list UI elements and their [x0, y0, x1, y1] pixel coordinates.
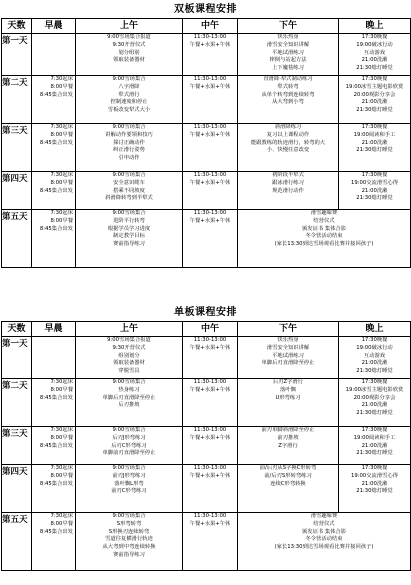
- am-cell-line: 9:00雪场集合: [112, 76, 146, 82]
- noon-cell-line: 午餐+水果+午休: [189, 83, 231, 90]
- night-cell-line: 21:30熄灯睡觉: [356, 195, 393, 202]
- section-title: 双板课程安排: [174, 4, 237, 15]
- night-cell-line: 19:00交流滑雪心得: [350, 472, 399, 479]
- am-cell: [76, 124, 183, 172]
- noon-cell: [183, 210, 238, 268]
- night-cell-line: 17:30晚餐: [361, 124, 388, 130]
- pm-cell-line: 落叶飘: [280, 386, 296, 393]
- noon-cell-line: 午餐+水果+午休: [189, 217, 231, 224]
- morning-cell-line: 7:30起床: [50, 513, 73, 519]
- morning-cell-line: 8:45集合出发: [39, 91, 73, 98]
- noon-cell-line: 11:30-13:00: [193, 210, 227, 216]
- table-row: [2, 427, 411, 465]
- day-label: 第四天: [2, 172, 32, 210]
- noon-cell-line: 11:30-13:00: [193, 172, 227, 178]
- noon-cell-line: 11:30-13:00: [193, 34, 227, 40]
- closing-cell-line: 结营仪式: [313, 520, 335, 527]
- table-row: [2, 379, 411, 427]
- table-row: [2, 34, 411, 76]
- pm-cell-line: 摔倒与站起方法: [269, 57, 307, 64]
- night-cell-line: 21:30熄灯睡觉: [356, 488, 393, 495]
- am-cell-line: 雪板改变犁式大小: [107, 107, 151, 114]
- am-cell: [76, 465, 183, 513]
- header-day: 天数: [2, 322, 32, 337]
- noon-cell-line: 午餐+水果+午休: [189, 344, 231, 351]
- am-cell: [76, 379, 183, 427]
- night-cell-line: 20:00观影分享会: [353, 91, 396, 98]
- header-pm: 下午: [238, 19, 339, 34]
- morning-cell: [32, 172, 76, 210]
- pm-cell-line: 平地试滑练习: [272, 352, 304, 359]
- am-cell-line: 安全意识缆车: [113, 179, 145, 186]
- noon-cell: [183, 76, 238, 124]
- pm-cell-line: 斜滑降练习: [274, 124, 302, 130]
- night-cell: [339, 337, 411, 379]
- table-row: [2, 210, 411, 268]
- day-label: 第二天: [2, 379, 32, 427]
- pm-cell: [238, 465, 339, 513]
- night-cell: [339, 172, 411, 210]
- morning-cell-line: 7:30起床: [50, 210, 73, 216]
- night-cell: [339, 76, 411, 124]
- table-row: [2, 513, 411, 571]
- night-cell-line: 17:30晚餐: [361, 34, 388, 40]
- am-cell-line: 单脚后刃直滑降至停止: [102, 394, 156, 401]
- am-cell-line: S形换刃连续转弯: [108, 528, 150, 535]
- closing-cell-line: 冬令营活动结束: [305, 536, 343, 543]
- morning-cell-line: 8:00早餐: [50, 83, 73, 90]
- morning-cell-line: 8:00早餐: [50, 434, 73, 441]
- night-cell-line: 21:30熄灯睡觉: [356, 107, 393, 114]
- header-night: 晚上: [339, 19, 411, 34]
- night-cell-line: 21:00洗漱: [361, 187, 388, 194]
- am-cell-line: 领取装备器材: [113, 360, 145, 367]
- night-cell-line: 20:00观影分享会: [353, 394, 396, 401]
- night-cell-line: 21:30熄灯睡觉: [356, 147, 393, 154]
- day-label: 第三天: [2, 427, 32, 465]
- pm-cell-line: 直滑降·犁式制动练习: [263, 76, 313, 82]
- table-row: [2, 465, 411, 513]
- pm-cell: [238, 379, 339, 427]
- night-cell-line: 21:30熄灯睡觉: [356, 65, 393, 72]
- pm-cell-line: 初阶段半犁式: [272, 172, 304, 178]
- morning-cell-line: 8:00早餐: [50, 520, 73, 527]
- day-label: 第二天: [2, 76, 32, 124]
- pm-cell: [238, 172, 339, 210]
- night-cell-line: 17:30晚餐: [361, 172, 388, 178]
- am-cell-line: 引申动作: [118, 155, 140, 162]
- morning-cell-line: 8:45集合出发: [39, 442, 73, 449]
- am-cell-line: 9:00雪场集合: [112, 124, 146, 130]
- am-cell-line: 9:00雪场集合: [112, 513, 146, 519]
- am-cell-line: 前刃J形弯练习: [112, 472, 146, 479]
- am-cell-line: 9:30开营仪式: [112, 344, 146, 351]
- am-cell-line: 后刃J形弯练习: [112, 434, 146, 441]
- closing-cell-line: 冬令营活动结束: [305, 233, 343, 240]
- noon-cell: [183, 513, 238, 571]
- night-cell-line: 19:00交流滑雪心得: [350, 179, 399, 186]
- am-cell-line: 9:00雪场集合报道: [107, 34, 151, 40]
- night-cell-line: 17:30晚餐: [361, 337, 388, 343]
- night-cell: [339, 124, 411, 172]
- header-noon: 中午: [183, 19, 238, 34]
- night-cell-line: 19:00破冰行动: [356, 344, 393, 351]
- section-title: 单板课程安排: [174, 307, 237, 318]
- table-row: [2, 172, 411, 210]
- night-cell-line: 17:30晚餐: [361, 427, 388, 433]
- am-cell-line: 热身练习: [118, 386, 140, 393]
- header-row: [2, 322, 411, 337]
- noon-cell: [183, 34, 238, 76]
- day-label: 第一天: [2, 34, 32, 76]
- pm-cell-line: 前/后刃S形转弯练习: [264, 472, 312, 479]
- noon-cell: [183, 337, 238, 379]
- noon-cell-line: 11:30-13:00: [193, 379, 227, 385]
- noon-cell-line: 11:30-13:00: [193, 465, 227, 471]
- morning-cell-line: 8:45集合出发: [39, 225, 73, 232]
- morning-cell-line: 8:45集合出发: [39, 187, 73, 194]
- night-cell: [339, 34, 411, 76]
- am-cell-line: 9:00雪场集合: [112, 210, 146, 216]
- pm-cell-line: 能跟教练的轨迹滑行，转弯的大: [250, 139, 326, 146]
- night-cell-line: 17:30晚餐: [361, 379, 388, 385]
- noon-cell-line: 11:30-13:00: [193, 427, 227, 433]
- closing-cell: [238, 210, 411, 268]
- closing-cell-line: 滑雪趣味赛: [310, 513, 338, 519]
- noon-cell-line: 午餐+水果+午休: [189, 386, 231, 393]
- morning-cell-line: 8:00早餐: [50, 217, 73, 224]
- morning-cell-line: 8:45集合出发: [39, 394, 73, 401]
- morning-cell: [32, 379, 76, 427]
- night-cell-line: 21:30熄灯睡觉: [356, 410, 393, 417]
- noon-cell: [183, 172, 238, 210]
- am-cell-line: 落叶飘L形弯: [114, 480, 144, 487]
- night-cell: [339, 379, 411, 427]
- day-label: 第一天: [2, 337, 32, 379]
- night-cell-line: 19:00破冰行动: [356, 41, 393, 48]
- night-cell-line: 21:00洗漱: [361, 402, 388, 409]
- double-board-section: [0, 2, 411, 268]
- pm-cell: [238, 76, 339, 124]
- pm-cell-line: 快乐热身: [277, 337, 299, 343]
- night-cell: [339, 427, 411, 465]
- header-am: 上午: [76, 19, 183, 34]
- morning-cell: [32, 76, 76, 124]
- pm-cell-line: 上下魔毯练习: [272, 65, 304, 72]
- night-cell-line: 21:30熄灯睡觉: [356, 450, 393, 457]
- morning-cell: [32, 427, 76, 465]
- am-cell-line: 9:30开营仪式: [112, 41, 146, 48]
- pm-cell-line: 前刃推坡: [277, 434, 299, 441]
- morning-cell: [32, 337, 76, 379]
- am-cell-line: 领取装备器材: [113, 57, 145, 64]
- morning-cell-line: 7:30起床: [50, 76, 73, 82]
- closing-cell: [238, 513, 411, 571]
- night-cell-line: 17:30晚餐: [361, 465, 388, 471]
- schedule-table: [1, 18, 411, 268]
- am-cell-line: 赛前指导练习: [113, 241, 145, 248]
- pm-cell-line: 从大弯到小弯: [272, 99, 304, 106]
- closing-cell-line: 滑雪趣味赛: [310, 210, 338, 216]
- noon-cell: [183, 465, 238, 513]
- night-cell: [339, 465, 411, 513]
- night-cell-line: 21:00洗漱: [361, 99, 388, 106]
- closing-cell-line: 颁发证书 集体合影: [301, 225, 347, 232]
- night-cell-line: 21:30熄灯睡觉: [356, 368, 393, 375]
- closing-cell-line: (家长13:30到达雪场观看比赛并接回孩子): [274, 544, 374, 551]
- night-cell-line: 21:00洗漱: [361, 139, 388, 146]
- table-row: [2, 124, 411, 172]
- night-cell-line: 19:00阅读和手工: [353, 434, 396, 441]
- pm-cell: [238, 337, 339, 379]
- morning-cell-line: 8:00早餐: [50, 131, 73, 138]
- am-cell-line: 讲解动作要领和技巧: [105, 131, 153, 138]
- night-cell-line: 21:00洗漱: [361, 57, 388, 64]
- morning-cell: [32, 34, 76, 76]
- am-cell-line: 后刃C形弯练习: [111, 442, 147, 449]
- morning-cell-line: 7:30起床: [50, 172, 73, 178]
- am-cell: [76, 172, 183, 210]
- pm-cell-line: 滑雪安全知识讲解: [266, 41, 310, 48]
- night-cell-line: 17:30晚餐: [361, 76, 388, 82]
- table-row: [2, 337, 411, 379]
- am-cell-line: 穿脱雪具: [118, 368, 140, 375]
- am-cell-line: 9:00雪场集合报道: [107, 337, 151, 343]
- am-cell-line: 八字滑降: [118, 83, 140, 90]
- am-cell-line: 探讨正确动作: [113, 139, 145, 146]
- am-cell-line: 制定教学目标: [113, 233, 145, 240]
- am-cell: [76, 427, 183, 465]
- am-cell-line: 单脚前刃直滑降至停止: [102, 450, 156, 457]
- am-cell-line: 9:00雪场集合: [112, 427, 146, 433]
- noon-cell: [183, 427, 238, 465]
- morning-cell-line: 7:30起床: [50, 465, 73, 471]
- morning-cell-line: 7:30起床: [50, 124, 73, 130]
- header-night: 晚上: [339, 322, 411, 337]
- am-cell: [76, 34, 183, 76]
- night-cell-line: 21:00洗漱: [361, 360, 388, 367]
- schedule-table: [1, 321, 411, 571]
- am-cell-line: 9:00雪场集合: [112, 379, 146, 385]
- am-cell-line: 后刃推坡: [118, 402, 140, 409]
- header-morning: 早晨: [32, 322, 76, 337]
- am-cell-line: S形弯转弯: [116, 520, 142, 527]
- noon-cell-line: 11:30-13:00: [193, 124, 227, 130]
- night-cell-line: 19:00冰雪主题电影欣赏: [345, 386, 404, 393]
- am-cell: [76, 513, 183, 571]
- pm-cell-line: 复习以上课程动作: [266, 131, 310, 138]
- am-cell-line: 赛前指导练习: [113, 551, 145, 558]
- morning-cell-line: 8:00早餐: [50, 386, 73, 393]
- pm-cell: [238, 124, 339, 172]
- day-label: 第五天: [2, 513, 32, 571]
- noon-cell: [183, 379, 238, 427]
- am-cell-line: 组别划分: [118, 352, 140, 359]
- pm-cell-line: 小、快慢任意改变: [266, 147, 310, 154]
- am-cell-line: 根据学员学习进度: [107, 225, 151, 232]
- am-cell-line: 搭乘不同坡度: [113, 187, 145, 194]
- morning-cell: [32, 465, 76, 513]
- noon-cell-line: 11:30-13:00: [193, 513, 227, 519]
- noon-cell-line: 午餐+水果+午休: [189, 131, 231, 138]
- night-cell-line: 21:00洗漱: [361, 480, 388, 487]
- noon-cell-line: 午餐+水果+午休: [189, 179, 231, 186]
- pm-cell-line: 前刃单脚斜滑降至停止: [261, 427, 315, 433]
- day-label: 第五天: [2, 210, 32, 268]
- header-day: 天数: [2, 19, 32, 34]
- pm-cell-line: 从单个转弯到连续转弯: [261, 91, 315, 98]
- noon-cell-line: 11:30-13:00: [193, 76, 227, 82]
- header-morning: 早晨: [32, 19, 76, 34]
- pm-cell-line: 连续C形弯转换: [270, 480, 306, 487]
- night-cell-line: 互动游戏: [363, 49, 386, 56]
- pm-cell-line: U形弯练习: [275, 394, 301, 401]
- am-cell-line: 划分组别: [118, 49, 140, 56]
- morning-cell-line: 7:30起床: [50, 379, 73, 385]
- am-cell-line: 纠正滑行姿势: [113, 147, 145, 154]
- morning-cell-line: 8:45集合出发: [39, 480, 73, 487]
- morning-cell: [32, 513, 76, 571]
- am-cell: [76, 210, 183, 268]
- night-cell-line: 19:00冰雪主题电影欣赏: [345, 83, 404, 90]
- morning-cell-line: 8:00早餐: [50, 472, 73, 479]
- day-label: 第四天: [2, 465, 32, 513]
- night-cell-line: 19:00阅读和手工: [353, 131, 396, 138]
- morning-cell-line: 7:30起床: [50, 427, 73, 433]
- noon-cell-line: 11:30-13:00: [193, 337, 227, 343]
- am-cell-line: 进阶平行转弯: [113, 217, 145, 224]
- morning-cell-line: 8:45集合出发: [39, 528, 73, 535]
- closing-cell-line: 结营仪式: [313, 217, 335, 224]
- pm-cell-line: 规范滑行动作: [272, 187, 304, 194]
- night-cell-line: 互动游戏: [363, 352, 386, 359]
- day-label: 第三天: [2, 124, 32, 172]
- pm-cell-line: 后刃Z字滑行: [272, 379, 304, 385]
- morning-cell: [32, 210, 76, 268]
- am-cell: [76, 76, 183, 124]
- pm-cell: [238, 427, 339, 465]
- header-am: 上午: [76, 322, 183, 337]
- pm-cell-line: 快乐热身: [277, 34, 299, 40]
- am-cell-line: 控制速度和停止: [110, 99, 148, 106]
- single-board-section: [0, 305, 411, 571]
- header-pm: 下午: [238, 322, 339, 337]
- am-cell-line: 前刃C形弯练习: [111, 488, 147, 495]
- pm-cell-line: 单脚后刃直滑降至停止: [261, 360, 315, 367]
- morning-cell-line: 8:45集合出发: [39, 139, 73, 146]
- pm-cell-line: 前/后刃从S字换C形转弯: [259, 465, 317, 471]
- morning-cell-line: 8:00早餐: [50, 179, 73, 186]
- noon-cell-line: 午餐+水果+午休: [189, 434, 231, 441]
- header-row: [2, 19, 411, 34]
- pm-cell-line: 平地试滑练习: [272, 49, 304, 56]
- am-cell-line: 9:00雪场集合: [112, 172, 146, 178]
- pm-cell-line: 跟冰滑行练习: [272, 179, 304, 186]
- am-cell-line: 斜滑降转弯到半犁式: [105, 195, 153, 202]
- noon-cell-line: 午餐+水果+午休: [189, 41, 231, 48]
- header-noon: 中午: [183, 322, 238, 337]
- am-cell-line: 9:00雪场集合: [112, 465, 146, 471]
- morning-cell: [32, 124, 76, 172]
- pm-cell-line: Z字滑行: [278, 442, 298, 449]
- am-cell: [76, 337, 183, 379]
- noon-cell: [183, 124, 238, 172]
- am-cell-line: 犁式滑行: [118, 91, 140, 98]
- am-cell-line: 雪道往复横滑行轨迹: [105, 536, 153, 543]
- noon-cell-line: 午餐+水果+午休: [189, 520, 231, 527]
- am-cell-line: 从大弯到中弯连续转换: [102, 544, 156, 551]
- table-row: [2, 76, 411, 124]
- pm-cell: [238, 34, 339, 76]
- night-cell-line: 21:00洗漱: [361, 442, 388, 449]
- pm-cell-line: 犁式转弯: [277, 83, 299, 90]
- closing-cell-line: 颁发证书 集体合影: [301, 528, 347, 535]
- noon-cell-line: 午餐+水果+午休: [189, 472, 231, 479]
- pm-cell-line: 滑雪安全知识讲解: [266, 344, 310, 351]
- closing-cell-line: (家长13:30到达雪场观看比赛并接回孩子): [274, 241, 374, 248]
